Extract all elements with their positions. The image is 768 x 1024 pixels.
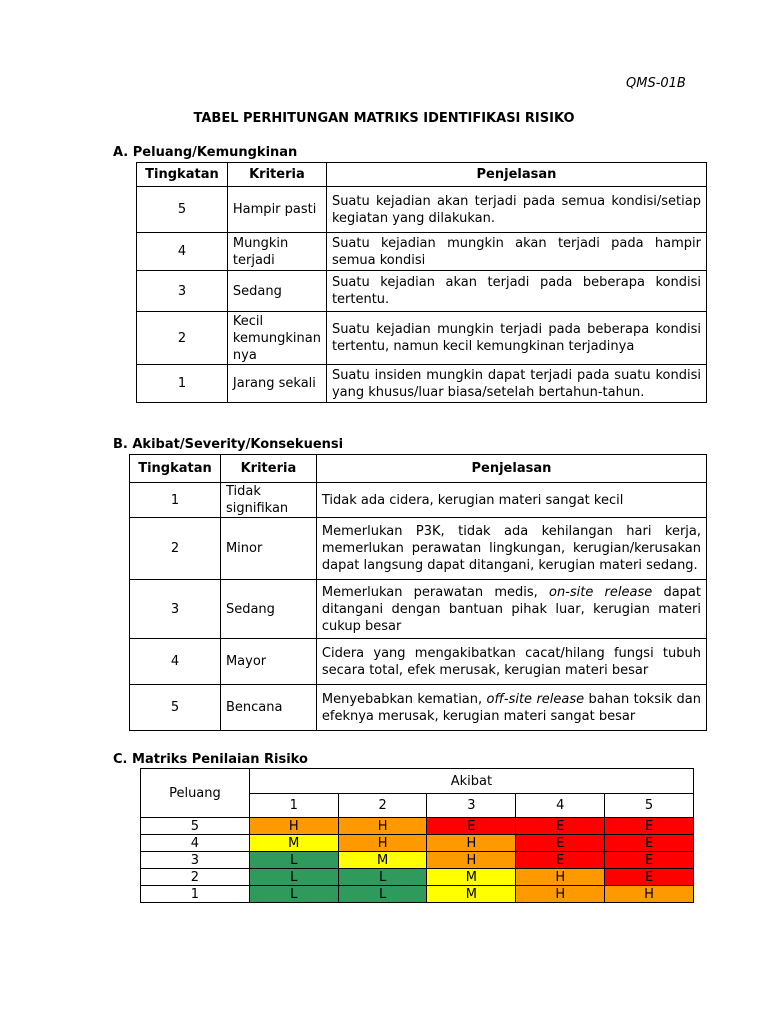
risk-level-cell: L [338,886,427,903]
section-b-title: B. Akibat/Severity/Konsekuensi [113,437,344,452]
matrix-row [141,818,694,835]
level-cell: 5 [137,187,228,233]
risk-level-cell: E [516,852,605,869]
criteria-cell: Tidak signifikan [220,483,316,518]
probability-table [136,162,707,403]
criteria-cell: Bencana [220,685,316,731]
table-row [130,518,707,580]
level-cell: 1 [137,365,228,403]
description-text: bahan toksik dan efeknya merusak, kerugian materi sangat besar [321,691,701,724]
criteria-cell: Minor [220,518,316,580]
peluang-level-cell: 1 [141,886,250,903]
matrix-row [141,835,694,852]
header-penjelasan: Penjelasan [316,455,706,483]
risk-level-cell: L [338,869,427,886]
description-cell: Suatu insiden mungkin dapat terjadi pada suatu kondisi yang khusus/luar biasa/setelah bertahun-tahun. [326,365,706,403]
peluang-level-cell: 2 [141,869,250,886]
section-a-title: A. Peluang/Kemungkinan [113,145,298,160]
criteria-cell: Kecil kemungkinan nya [227,312,326,365]
akibat-column: 2 [338,794,427,818]
criteria-cell: Hampir pasti [227,187,326,233]
description-cell: Suatu kejadian akan terjadi pada beberapa kondisi tertentu. [326,271,706,312]
description-text: Memerlukan perawatan medis, [321,584,549,600]
risk-level-cell: M [427,869,516,886]
table-row [137,365,707,403]
risk-level-cell: E [605,869,694,886]
table-row [137,312,707,365]
risk-level-cell: H [516,869,605,886]
level-cell: 3 [130,580,221,639]
risk-level-cell: H [427,852,516,869]
peluang-level-cell: 3 [141,852,250,869]
matrix-body [141,818,694,903]
description-cell [316,580,706,639]
risk-matrix-table [140,768,694,903]
description-cell: Suatu kejadian mungkin terjadi pada beberapa kondisi tertentu, namun kecil kemungkinan terjadinya [326,312,706,365]
table-row [130,580,707,639]
risk-level-cell: E [516,835,605,852]
table-header-row [137,163,707,187]
peluang-level-cell: 5 [141,818,250,835]
risk-level-cell: H [249,818,338,835]
criteria-cell: Sedang [220,580,316,639]
description-cell: Tidak ada cidera, kerugian materi sangat kecil [316,483,706,518]
severity-table [129,454,707,731]
risk-level-cell: H [605,886,694,903]
criteria-cell: Mungkin terjadi [227,233,326,271]
akibat-column: 1 [249,794,338,818]
level-cell: 4 [130,639,221,685]
risk-level-cell: L [249,886,338,903]
description-cell: Suatu kejadian mungkin akan terjadi pada hampir semua kondisi [326,233,706,271]
description-cell: Suatu kejadian akan terjadi pada semua kondisi/setiap kegiatan yang dilakukan. [326,187,706,233]
italic-term: off-site release [486,691,585,707]
header-tingkatan: Tingkatan [130,455,221,483]
risk-level-cell: H [338,818,427,835]
risk-level-cell: E [605,852,694,869]
header-kriteria: Kriteria [227,163,326,187]
description-cell [316,685,706,731]
description-cell: Memerlukan P3K, tidak ada kehilangan hari kerja, memerlukan perawatan lingkungan, kerugian/kerusakan dapat langsung dapat ditangani, kerugian materi sedang. [316,518,706,580]
criteria-cell: Jarang sekali [227,365,326,403]
risk-level-cell: E [516,818,605,835]
table-row [130,639,707,685]
peluang-header: Peluang [141,769,250,818]
risk-level-cell: E [605,835,694,852]
level-cell: 1 [130,483,221,518]
table-row [137,271,707,312]
table-row [137,233,707,271]
risk-level-cell: H [338,835,427,852]
level-cell: 5 [130,685,221,731]
peluang-level-cell: 4 [141,835,250,852]
matrix-header-row [141,769,694,794]
description-text: dapat ditangani dengan bantuan pihak luar, kerugian materi cukup besar [321,584,701,634]
risk-level-cell: E [427,818,516,835]
risk-level-cell: E [605,818,694,835]
risk-level-cell: M [427,886,516,903]
table-header-row [130,455,707,483]
akibat-column: 5 [605,794,694,818]
level-cell: 2 [130,518,221,580]
akibat-column: 3 [427,794,516,818]
level-cell: 3 [137,271,228,312]
description-cell: Cidera yang mengakibatkan cacat/hilang fungsi tubuh secara total, efek merusak, kerugian materi besar [316,639,706,685]
risk-level-cell: M [249,835,338,852]
table-row [130,483,707,518]
akibat-column: 4 [516,794,605,818]
criteria-cell: Sedang [227,271,326,312]
header-tingkatan: Tingkatan [137,163,228,187]
section-c-title: C. Matriks Penilaian Risiko [113,752,308,767]
risk-level-cell: H [516,886,605,903]
header-kriteria: Kriteria [220,455,316,483]
table-row [130,685,707,731]
italic-term: on-site release [548,584,653,600]
matrix-row [141,886,694,903]
matrix-row [141,869,694,886]
risk-level-cell: H [427,835,516,852]
table-row [137,187,707,233]
risk-level-cell: L [249,852,338,869]
header-penjelasan: Penjelasan [326,163,706,187]
level-cell: 4 [137,233,228,271]
criteria-cell: Mayor [220,639,316,685]
risk-level-cell: M [338,852,427,869]
description-text: Menyebabkan kematian, [321,691,487,707]
level-cell: 2 [137,312,228,365]
akibat-header: Akibat [249,769,693,794]
risk-level-cell: L [249,869,338,886]
document-code: QMS-01B [626,76,686,91]
document-title: TABEL PERHITUNGAN MATRIKS IDENTIFIKASI RISIKO [193,111,575,126]
matrix-row [141,852,694,869]
